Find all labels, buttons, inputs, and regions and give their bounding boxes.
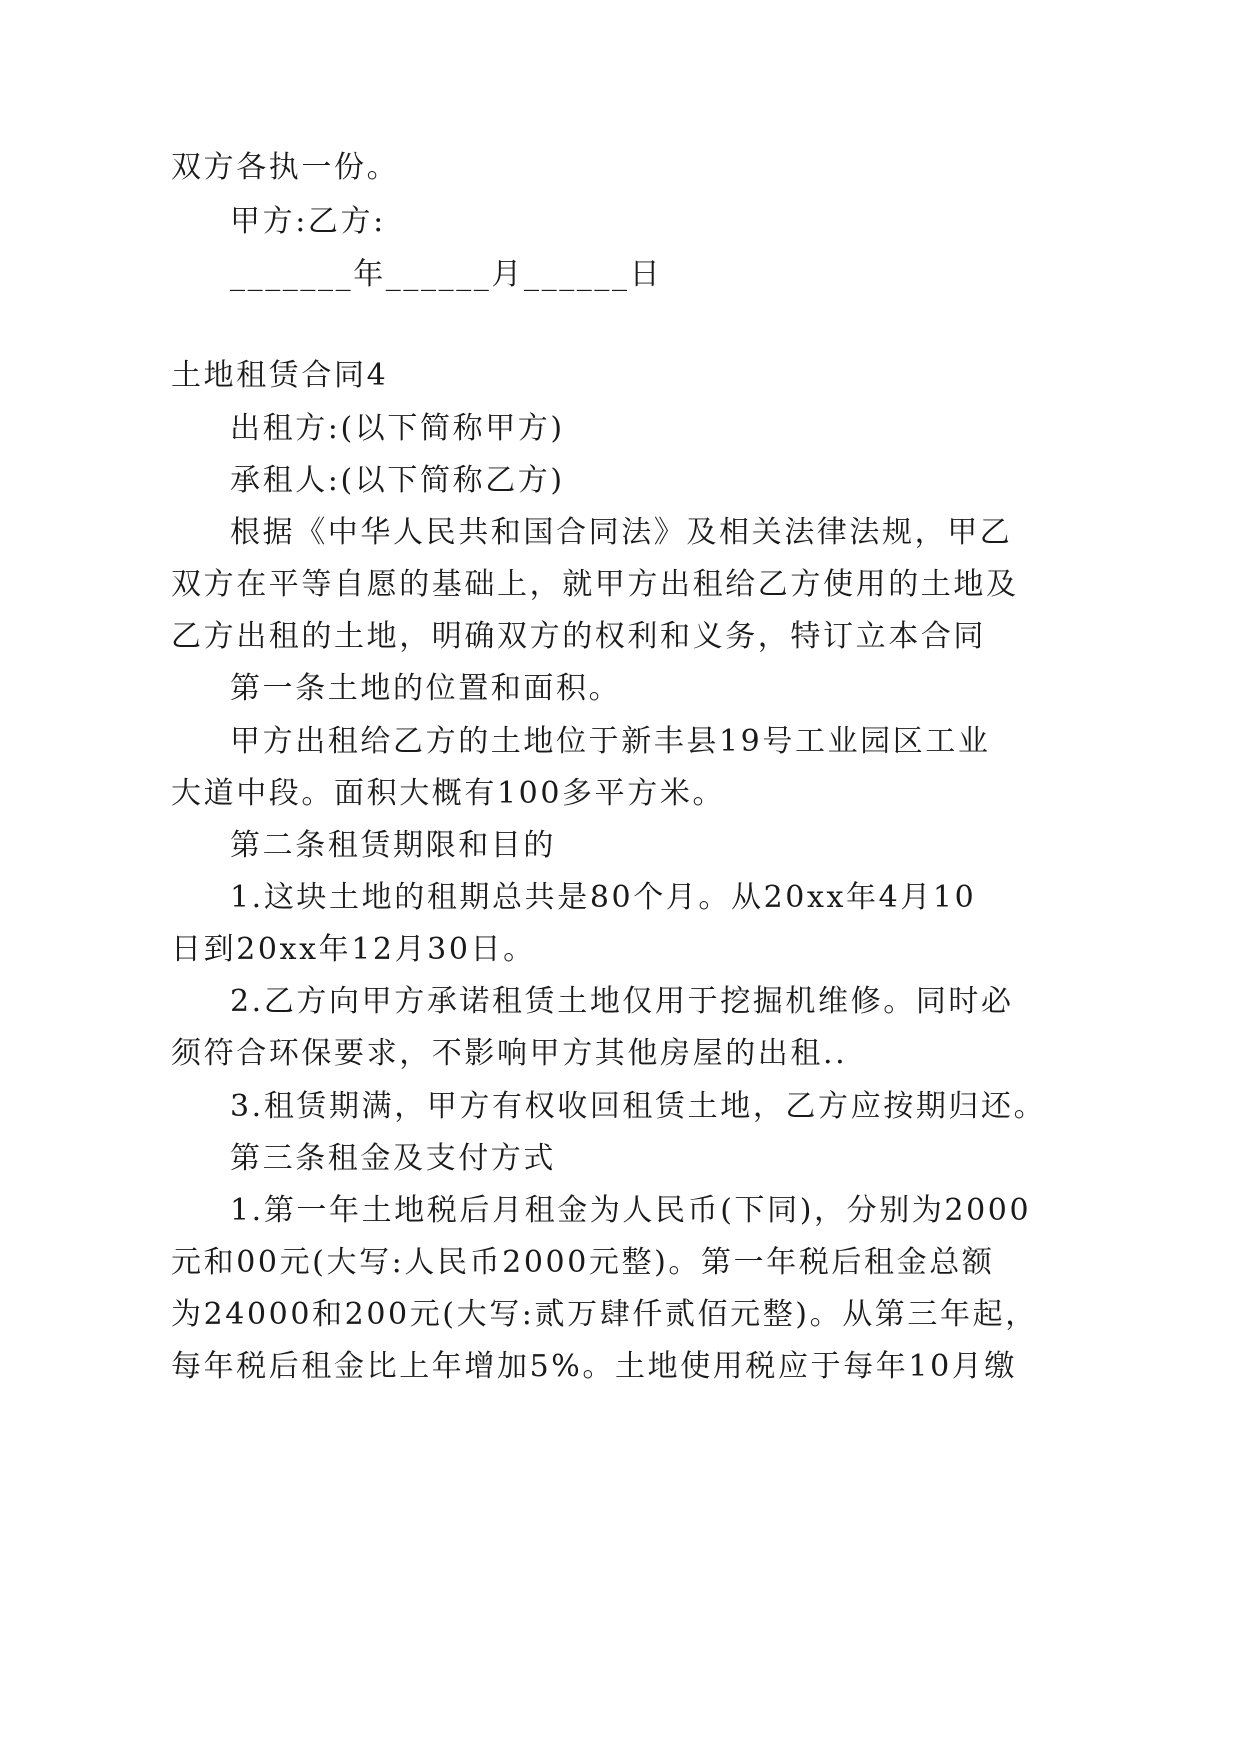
article-heading: 第二条租赁期限和目的 <box>230 828 556 863</box>
text-line: 1.第一年土地税后月租金为人民币(下同)，分别为2000 <box>230 1193 1032 1228</box>
text-line: 承租人:(以下简称乙方) <box>230 463 565 498</box>
signature-line: 甲方:乙方: <box>230 204 386 239</box>
article-heading: 第三条租金及支付方式 <box>230 1141 556 1176</box>
text-line: 日到20xx年12月30日。 <box>171 932 536 967</box>
text-line: 3.租赁期满，甲方有权收回租赁土地，乙方应按期归还。 <box>230 1089 1047 1124</box>
text-line: 每年税后租金比上年增加5%。土地使用税应于每年10月缴 <box>171 1349 1017 1384</box>
text-line: 1.这块土地的租期总共是80个月。从20xx年4月10 <box>230 880 977 915</box>
text-line: 2.乙方向甲方承诺租赁土地仅用于挖掘机维修。同时必 <box>230 984 1014 1019</box>
text-line: 为24000和200元(大写:贰万肆仟贰佰元整)。从第三年起， <box>171 1297 1038 1332</box>
text-line: 乙方出租的土地，明确双方的权利和义务，特订立本合同 <box>171 619 986 654</box>
article-heading: 第一条土地的位置和面积。 <box>230 671 622 706</box>
text-line: 大道中段。面积大概有100多平方米。 <box>171 776 726 811</box>
text-line: 双方在平等自愿的基础上，就甲方出租给乙方使用的土地及 <box>171 567 1019 602</box>
section-title: 土地租赁合同4 <box>171 358 389 393</box>
text-line: 须符合环保要求，不影响甲方其他房屋的出租.. <box>171 1036 848 1071</box>
text-line: 甲方出租给乙方的土地位于新丰县19号工业园区工业 <box>230 724 991 759</box>
text-line: 元和00元(大写:人民币2000元整)。第一年税后租金总额 <box>171 1245 995 1280</box>
text-line: 出租方:(以下简称甲方) <box>230 411 565 446</box>
text-line: 双方各执一份。 <box>171 150 400 185</box>
date-line: _______年______月______日 <box>230 257 663 292</box>
text-line: 根据《中华人民共和国合同法》及相关法律法规，甲乙 <box>230 515 1013 550</box>
